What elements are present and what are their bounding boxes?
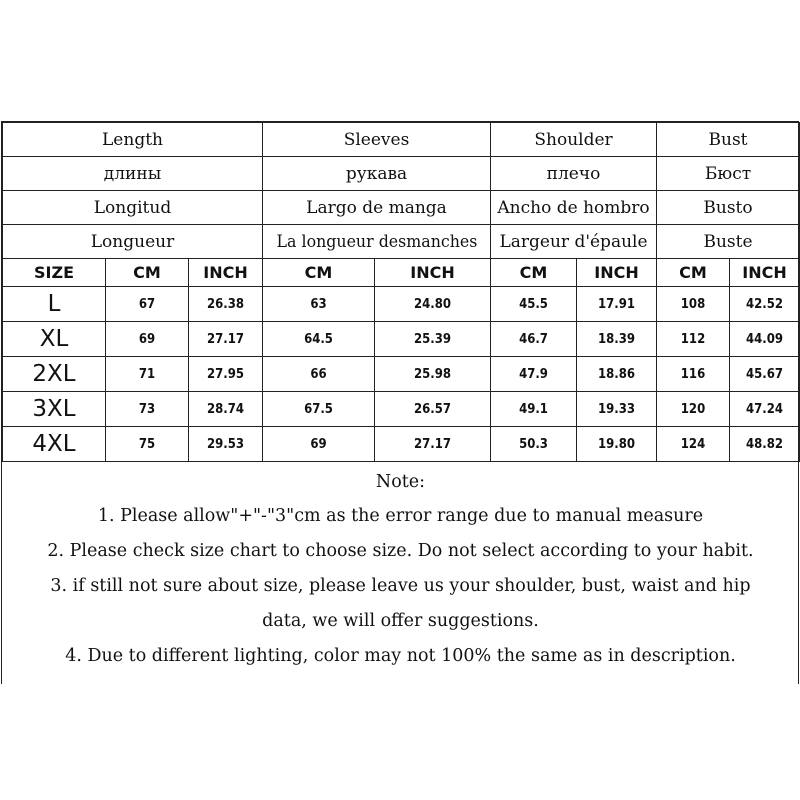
column-header-inch: INCH	[375, 259, 491, 287]
shoulder-inch-cell: 19.80	[577, 427, 657, 462]
header-row-russian	[3, 157, 800, 191]
note-line: 2. Please check size chart to choose size. Do not select according to your habit.	[47, 541, 754, 561]
notes-section	[2, 465, 799, 674]
shoulder-inch-cell: 19.33	[577, 392, 657, 427]
sleeves-cm-cell: 66	[263, 357, 375, 392]
bust-cm-cell: 108	[657, 287, 730, 322]
sleeves-inch-cell: 24.80	[375, 287, 491, 322]
size-cell: 2XL	[3, 357, 106, 392]
header-length: Longitud	[3, 191, 263, 225]
bust-cm-cell: 116	[657, 357, 730, 392]
shoulder-inch-cell: 18.86	[577, 357, 657, 392]
header-bust: Busto	[657, 191, 800, 225]
size-cell: L	[3, 287, 106, 322]
length-inch-cell: 26.38	[189, 287, 263, 322]
shoulder-cm-cell: 49.1	[491, 392, 577, 427]
sleeves-cm-cell: 63	[263, 287, 375, 322]
shoulder-inch-cell: 17.91	[577, 287, 657, 322]
header-shoulder: Ancho de hombro	[491, 191, 657, 225]
bust-inch-cell: 44.09	[730, 322, 800, 357]
length-inch-cell: 29.53	[189, 427, 263, 462]
note-line: 4. Due to different lighting, color may not 100% the same as in description.	[65, 646, 736, 666]
length-cm-cell: 69	[106, 322, 189, 357]
header-shoulder: Shoulder	[491, 123, 657, 157]
header-sleeves	[263, 225, 491, 259]
bust-inch-cell: 47.24	[730, 392, 800, 427]
header-row-english	[3, 123, 800, 157]
sleeves-inch-cell: 25.39	[375, 322, 491, 357]
size-cell: 4XL	[3, 427, 106, 462]
shoulder-inch-cell: 18.39	[577, 322, 657, 357]
header-sleeves: рукава	[263, 157, 491, 191]
sleeves-inch-cell: 26.57	[375, 392, 491, 427]
length-cm-cell: 75	[106, 427, 189, 462]
length-cm-cell: 73	[106, 392, 189, 427]
header-bust: Bust	[657, 123, 800, 157]
column-header-inch: INCH	[577, 259, 657, 287]
column-header-cm: CM	[106, 259, 189, 287]
bust-cm-cell: 112	[657, 322, 730, 357]
sleeves-cm-cell: 64.5	[263, 322, 375, 357]
column-header-cm: CM	[657, 259, 730, 287]
length-inch-cell: 27.95	[189, 357, 263, 392]
header-length: Longueur	[3, 225, 263, 259]
note-title: Note:	[375, 472, 426, 492]
note-line: 3. if still not sure about size, please leave us your shoulder, bust, waist and hip	[50, 576, 751, 596]
size-table	[2, 122, 800, 462]
note-line: 1. Please allow"+"-"3"cm as the error range due to manual measure	[97, 506, 704, 526]
header-row-french	[3, 225, 800, 259]
sleeves-inch-cell: 27.17	[375, 427, 491, 462]
shoulder-cm-cell: 50.3	[491, 427, 577, 462]
note-line: data, we will offer suggestions.	[262, 611, 539, 631]
header-shoulder: Largeur d'épaule	[491, 225, 657, 259]
bust-inch-cell: 48.82	[730, 427, 800, 462]
size-chart	[1, 121, 799, 684]
table-row	[3, 287, 800, 322]
column-header-size: SIZE	[3, 259, 106, 287]
table-row	[3, 392, 800, 427]
sleeves-inch-cell: 25.98	[375, 357, 491, 392]
length-inch-cell: 28.74	[189, 392, 263, 427]
column-header-row	[3, 259, 800, 287]
header-shoulder: плечо	[491, 157, 657, 191]
column-header-cm: CM	[491, 259, 577, 287]
bust-inch-cell: 45.67	[730, 357, 800, 392]
size-cell: 3XL	[3, 392, 106, 427]
size-cell: XL	[3, 322, 106, 357]
shoulder-cm-cell: 47.9	[491, 357, 577, 392]
table-row	[3, 322, 800, 357]
length-cm-cell: 71	[106, 357, 189, 392]
table-row	[3, 357, 800, 392]
column-header-inch: INCH	[730, 259, 800, 287]
table-row	[3, 427, 800, 462]
header-length: Length	[3, 123, 263, 157]
header-sleeves-text: La longueur desmanches	[276, 231, 477, 252]
column-header-cm: CM	[263, 259, 375, 287]
header-row-spanish	[3, 191, 800, 225]
header-bust: Бюст	[657, 157, 800, 191]
column-header-inch: INCH	[189, 259, 263, 287]
shoulder-cm-cell: 46.7	[491, 322, 577, 357]
bust-cm-cell: 120	[657, 392, 730, 427]
sleeves-cm-cell: 67.5	[263, 392, 375, 427]
length-inch-cell: 27.17	[189, 322, 263, 357]
sleeves-cm-cell: 69	[263, 427, 375, 462]
shoulder-cm-cell: 45.5	[491, 287, 577, 322]
length-cm-cell: 67	[106, 287, 189, 322]
header-length: длины	[3, 157, 263, 191]
header-sleeves: Sleeves	[263, 123, 491, 157]
header-sleeves: Largo de manga	[263, 191, 491, 225]
header-bust: Buste	[657, 225, 800, 259]
bust-inch-cell: 42.52	[730, 287, 800, 322]
bust-cm-cell: 124	[657, 427, 730, 462]
